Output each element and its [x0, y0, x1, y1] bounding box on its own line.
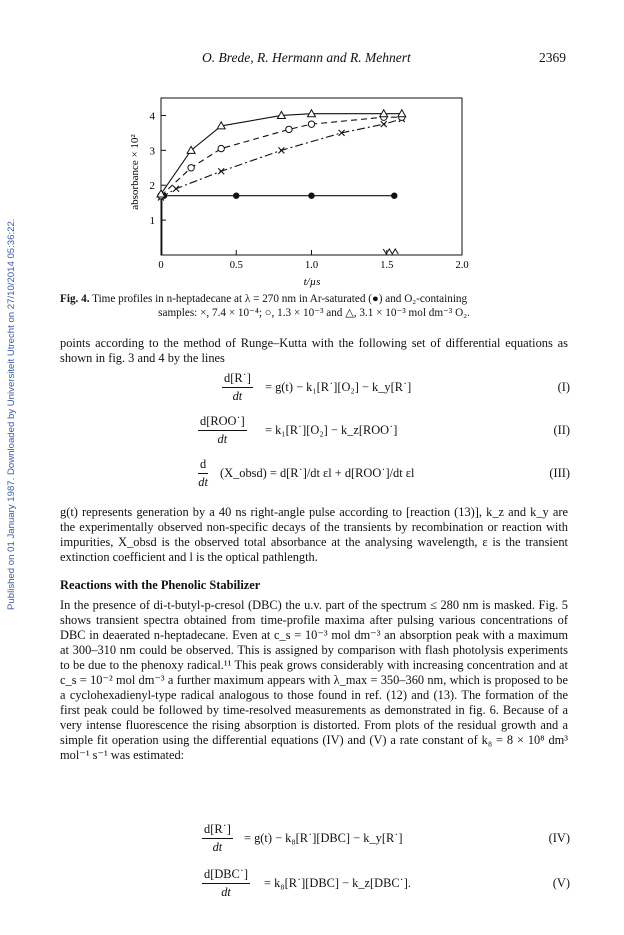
eq3-number: (III) — [549, 466, 570, 480]
data-point-filled-circle — [391, 192, 397, 198]
series-line-open-circle — [161, 117, 402, 196]
eq4-number: (IV) — [548, 831, 570, 845]
eq5-number: (V) — [552, 876, 570, 890]
eq1-rhs: = g(t) − k₁[R˙][O₂] − k_y[R˙] — [265, 380, 412, 394]
equation-V — [160, 867, 570, 907]
eq4-numerator: d[R˙] — [202, 822, 233, 839]
x-tick-label: 2.0 — [455, 260, 469, 271]
running-head-authors: O. Brede, R. Hermann and R. Mehnert — [202, 50, 411, 65]
y-tick-label: 3 — [149, 145, 155, 158]
eq1-number: (I) — [557, 380, 570, 394]
x-tick-label: 1.5 — [380, 260, 394, 271]
paragraph-definitions: g(t) represents generation by a 40 ns right-angle pulse according to [reaction (13)], k_z and k_y are the experimentally observed non-specific decays of the transients by recombination or reaction with impurities, X_obsd is the observed total absorbance at the analysing wavelength, ε is the transient extinction coefficient and l is the optical pathlength. — [60, 505, 568, 564]
page-number: 2369 — [539, 50, 566, 65]
eq1-denominator: dt — [232, 389, 243, 403]
eq2-number: (II) — [553, 423, 570, 437]
x-tick-label: 0.5 — [229, 260, 243, 271]
eq3-numerator: d — [198, 457, 208, 474]
x-tick-label: 0 — [158, 260, 164, 271]
series-line-triangle — [161, 114, 402, 194]
eq4-denominator: dt — [212, 840, 223, 854]
data-point-open-circle — [188, 165, 194, 171]
download-watermark — [6, 140, 20, 610]
figure-caption — [60, 293, 568, 320]
section-heading: Reactions with the Phenolic Stabilizer — [60, 578, 261, 592]
y-tick-label: 1 — [149, 215, 155, 228]
data-point-cross — [218, 168, 224, 174]
equation-I — [160, 371, 570, 411]
eq5-denominator: dt — [221, 885, 231, 899]
paragraph-phenolic: In the presence of di-t-butyl-p-cresol (DBC) the u.v. part of the spectrum ≤ 280 nm is masked. Fig. 5 shows transient spectra obtained from time-profile maxima after pulsing various concentrations of DBC in deaerated n-heptadecane. Even at c_s = 10⁻³ mol dm⁻³ an absorption peak with a maximum at 300–310 nm could be observed. This is assigned by comparison with flash photolysis experiments to be due to the phenoxy radical.¹¹ This peak grows considerably with increasing concentration and at c_s = 10⁻² mol dm⁻³ a further maximum appears with λ_max = 350–360 nm, which is proposed to be a cyclohexadienyl-type radical analogous to those found in ref. (12) and (13). The formation of the first peak could be followed by time-resolved measurements as demonstrated in fig. 6. Because of a very intense fluorescence the rising absorption is distorted. From plots of the residual growth and a simple fit operation using the differential equations (IV) and (V) a rate constant of k₈ = 8 × 10⁸ dm³ mol⁻¹ s⁻¹ was estimated: — [60, 598, 568, 762]
caption-line-2: samples: ×, 7.4 × 10⁻⁴; ○, 1.3 × 10⁻³ and △, 3.1 × 10⁻³ mol dm⁻³ O₂. — [158, 306, 470, 319]
axis-break-mark — [383, 249, 398, 254]
data-point-cross — [278, 147, 284, 153]
data-point-cross — [381, 121, 387, 127]
eq5-numerator: d[DBC˙] — [202, 867, 250, 884]
page-header — [0, 50, 624, 70]
paragraph-runge-kutta: points according to the method of Runge–Kutta with the following set of differential equations as shown in fig. 3 and 4 by the lines — [60, 336, 568, 365]
data-point-open-circle — [218, 145, 224, 151]
data-point-open-circle — [286, 126, 292, 132]
eq2-numerator: d[ROO˙] — [198, 414, 247, 431]
eq2-rhs: = k₁[R˙][O₂] − k_z[ROO˙] — [265, 423, 398, 437]
data-point-filled-circle — [233, 192, 239, 198]
y-axis-label: absorbance × 10² — [129, 134, 141, 210]
caption-label: Fig. 4. — [60, 293, 90, 305]
x-axis-label: t/µs — [303, 276, 321, 288]
eq4-rhs: = g(t) − k₈[R˙][DBC] − k_y[R˙] — [244, 831, 403, 845]
eq1-numerator: d[R˙] — [222, 371, 253, 388]
y-tick-label: 2 — [149, 180, 155, 193]
eq3-denominator: dt — [198, 475, 208, 489]
data-point-cross — [173, 186, 179, 192]
equation-III — [160, 457, 570, 497]
data-point-open-circle — [308, 121, 314, 127]
data-point-filled-circle — [308, 192, 314, 198]
eq2-denominator: dt — [217, 432, 228, 446]
equation-II — [160, 414, 570, 454]
figure-4-chart — [100, 90, 520, 290]
x-tick-label: 1.0 — [304, 260, 319, 271]
series-line-cross — [161, 119, 402, 198]
eq3-rhs: (X_obsd) = d[R˙]/dt εl + d[ROO˙]/dt εl — [220, 466, 415, 480]
eq5-rhs: = k₈[R˙][DBC] − k_z[DBC˙]. — [264, 876, 411, 890]
caption-line-1: Time profiles in n-heptadecane at λ = 270 nm in Ar-saturated (●) and O₂-containing — [89, 293, 468, 305]
y-tick-label: 4 — [149, 110, 155, 123]
equation-IV — [160, 822, 570, 862]
download-watermark-text: Published on 01 January 1987. Downloaded by Universiteit Utrecht on 27/10/2014 05:36:22. — [6, 218, 17, 610]
